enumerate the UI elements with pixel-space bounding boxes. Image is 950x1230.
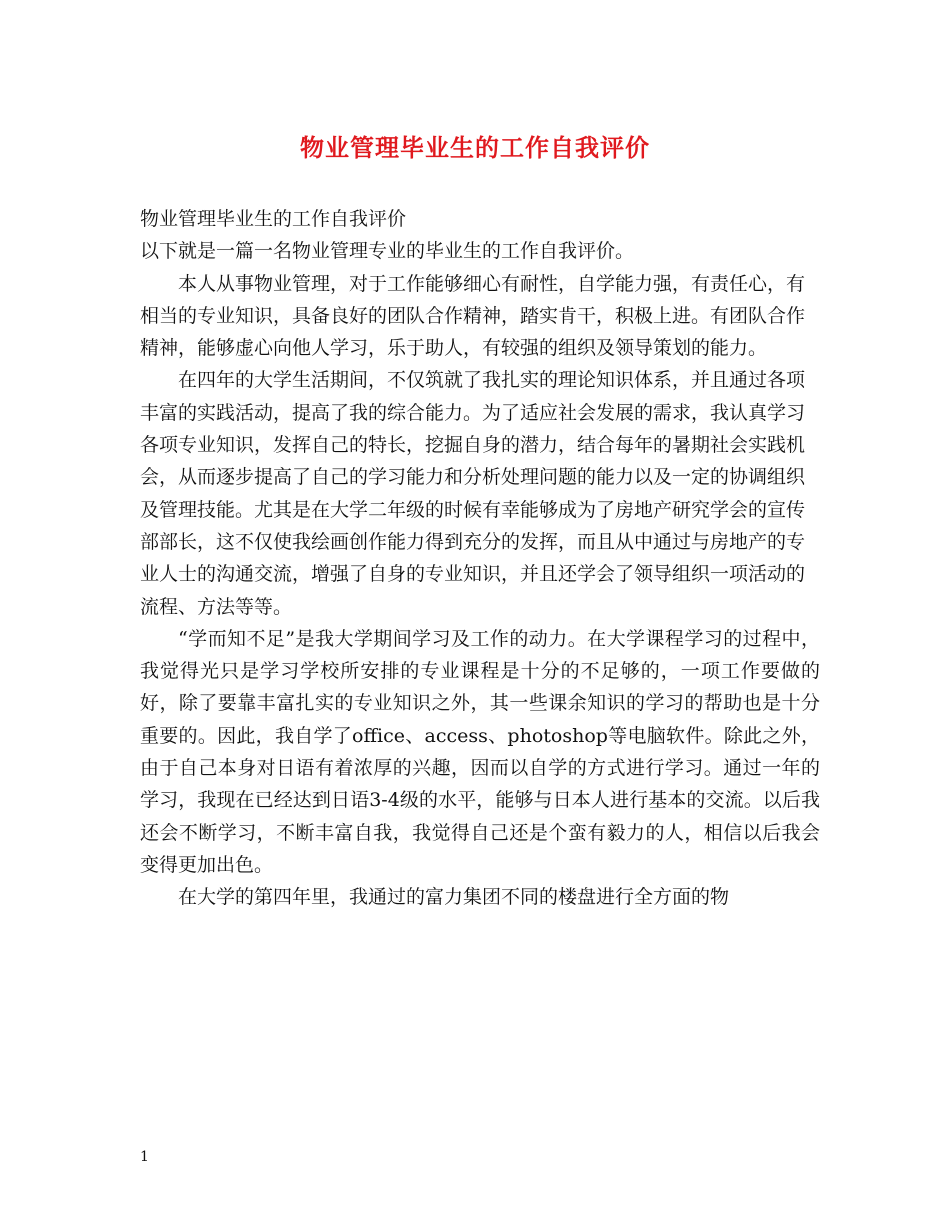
page-number: 1 — [140, 1149, 149, 1165]
document-body — [140, 203, 820, 914]
paragraph-3: “学而知不足”是我大学期间学习及工作的动力。在大学课程学习的过程中，我觉得光只是学习学校所安排的专业课程是十分的不足够的，一项工作要做的好，除了要靠丰富扎实的专业知识之外，其一些课余知识的学习的帮助也是十分重要的。因此，我自学了office、access、photoshop等电脑软件。除此之外，由于自己本身对日语有着浓厚的兴趣，因而以自学的方式进行学习。通过一年的学习，我现在已经达到日语3-4级的水平，能够与日本人进行基本的交流。以后我还会不断学习，不断丰富自我，我觉得自己还是个蛮有毅力的人，相信以后我会变得更加出色。 — [140, 627, 820, 876]
paragraph-2: 在四年的大学生活期间，不仅筑就了我扎实的理论知识体系，并且通过各项丰富的实践活动，提高了我的综合能力。为了适应社会发展的需求，我认真学习各项专业知识，发挥自己的特长，挖掘自身的潜力，结合每年的暑期社会实践机会，从而逐步提高了自己的学习能力和分析处理问题的能力以及一定的协调组织及管理技能。尤其是在大学二年级的时候有幸能够成为了房地产研究学会的宣传部部长，这不仅使我绘画创作能力得到充分的发挥，而且从中通过与房地产的专业人士的沟通交流，增强了自身的专业知识，并且还学会了领导组织一项活动的流程、方法等等。 — [140, 369, 806, 618]
paragraph-4: 在大学的第四年里，我通过的富力集团不同的楼盘进行全方面的物 — [178, 886, 730, 909]
paragraph-1: 本人从事物业管理，对于工作能够细心有耐性，自学能力强，有责任心，有相当的专业知识，具备良好的团队合作精神，踏实肯干，积极上进。有团队合作精神，能够虚心向他人学习，乐于助人，有较强的组织及领导策划的能力。 — [140, 272, 806, 360]
intro-heading: 物业管理毕业生的工作自我评价 — [140, 208, 407, 230]
intro-line: 以下就是一篇一名物业管理专业的毕业生的工作自我评价。 — [140, 240, 635, 263]
document-title: 物业管理毕业生的工作自我评价 — [300, 133, 650, 162]
